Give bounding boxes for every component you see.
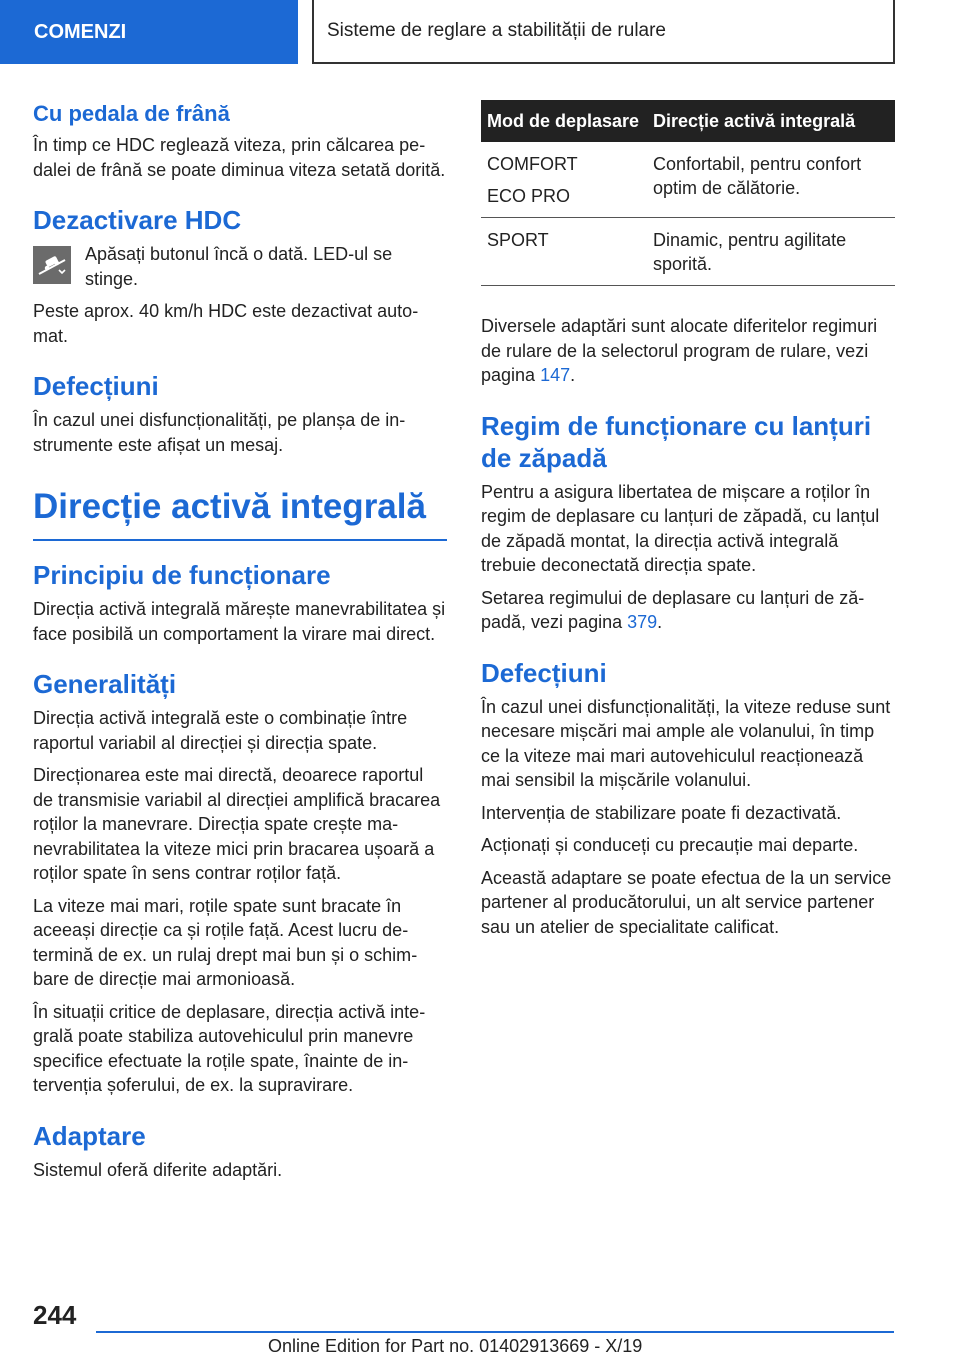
- page-number: 244: [33, 1300, 77, 1330]
- general-paragraph: Direcționarea este mai directă, deoarece raportul de transmisie variabil al direcției amplifică bracarea roților la manevrare. Direcția spate crește manevrabilitatea la viteze mici prin bracarea ușoară a roților spate în sens contrar roților față.: [33, 765, 441, 883]
- brake-pedal-text: În timp ce HDC reglează viteza, prin călcarea pedalei de frână se poate diminua viteza setată dorită.: [33, 135, 446, 180]
- table-row: [481, 142, 895, 218]
- faults-paragraph: În cazul unei disfuncționalități, la viteze reduse sunt necesare mișcări mai ample ale volanului, în timp ce la viteze mai mari autovehiculul reacționează mai sensibil la mișcările volanului.: [481, 696, 891, 790]
- faults-text-left: În cazul unei disfuncționalități, pe planșa de instrumente este afișat un mesaj.: [33, 410, 406, 455]
- table-cell-mode: [481, 218, 647, 286]
- adaptation-text: Sistemul oferă diferite adaptări.: [33, 1159, 283, 1180]
- table-header-row: [481, 100, 895, 142]
- adaptation-heading: Adaptare: [33, 1120, 146, 1151]
- chapter-tab[interactable]: [0, 0, 298, 64]
- principle-heading: Principiu de funcționare: [33, 560, 331, 590]
- faults-heading-left: Defecțiuni: [33, 371, 159, 401]
- snow-chains-text: Pentru a asigura libertatea de mișcare a roților în regim de deplasare cu lanțuri de zăpadă, cu lanțul de zăpadă montat, la direcția activă integrală trebuie deconectată direcția spate.: [481, 481, 880, 575]
- mode-name: ECO PRO: [487, 186, 571, 206]
- faults-heading-right: Defecțiuni: [481, 657, 607, 688]
- adaptations-text: Diversele adaptări sunt alocate diferitelor regimuri de rulare de la selectorul program de rulare, vezi pagina 147.: [481, 316, 878, 385]
- adaptations-sentence: Diversele adaptări sunt alocate diferitelor regimuri de rulare de la selectorul program de rulare, vezi pagina: [481, 316, 878, 385]
- principle-text: Direcția activă integrală mărește manevrabilitatea și face posibilă un comportament la virare mai direct.: [33, 599, 446, 644]
- faults-paragraph: Acționați și conduceți cu precauție mai departe.: [481, 835, 859, 855]
- page-link-379[interactable]: 379: [627, 612, 658, 632]
- brake-pedal-heading: Cu pedala de frână: [33, 101, 230, 126]
- deactivate-step: [33, 242, 447, 291]
- hill-descent-control-icon: [33, 246, 71, 284]
- left-column: [33, 100, 447, 1190]
- snow-chains-setting: Setarea regimului de deplasare cu lanțuri de zăpadă, vezi pagina 379.: [481, 587, 865, 632]
- table-cell-mode: [481, 142, 647, 218]
- deactivate-hdc-heading: Dezactivare HDC: [33, 205, 242, 235]
- general-paragraph: Direcția activă integrală este o combinație între raportul variabil al direcției și direcția spate.: [33, 708, 408, 753]
- deactivate-step-text: Apăsați butonul încă o dată. LED-ul se stinge.: [85, 244, 393, 289]
- table-row: [481, 218, 895, 286]
- mode-name: COMFORT: [487, 154, 578, 174]
- chapter-label: COMENZI: [34, 20, 127, 43]
- driving-modes-table: [481, 100, 895, 286]
- snow-chains-heading: Regim de funcționare cu lanțuri de zăpadă: [481, 410, 872, 473]
- general-paragraph: În situații critice de deplasare, direcția activă integrală poate stabiliza autovehiculul prin manevre specifice efectuate la roțile spate, înainte de intervenția șoferului, de ex. la supravirare.: [33, 1001, 426, 1095]
- right-column: [481, 100, 895, 947]
- table-cell-description: Dinamic, pentru agilitate sporită.: [647, 218, 895, 286]
- snow-chains-setting-sentence: Setarea regimului de deplasare cu lanțuri de zăpadă, vezi pagina: [481, 587, 865, 632]
- footer-edition: Online Edition for Part no. 01402913669 - X/19: [268, 1336, 643, 1356]
- chapter-title-block: [33, 485, 447, 541]
- chapter-title: Direcție activă integrală: [33, 487, 426, 526]
- section-header: [312, 0, 895, 64]
- table-header-steering: Direcție activă integrală: [647, 100, 895, 142]
- page-link-147[interactable]: 147: [540, 365, 571, 385]
- mode-name: SPORT: [487, 230, 549, 250]
- faults-paragraph: Intervenția de stabilizare poate fi dezactivată.: [481, 802, 842, 823]
- deactivate-note: Peste aprox. 40 km/h HDC este dezactivat automat.: [33, 301, 419, 346]
- section-title: Sisteme de reglare a stabilității de rulare: [327, 20, 667, 41]
- table-cell-description: Confortabil, pentru confort optim de călătorie.: [647, 142, 895, 218]
- general-heading: Generalități: [33, 669, 177, 699]
- faults-paragraph: Această adaptare se poate efectua de la un service partener al producătorului, un alt service partener sau un atelier de specialitate calificat.: [481, 867, 892, 937]
- footer-divider: [96, 1331, 894, 1333]
- table-header-mode: Mod de deplasare: [481, 100, 647, 142]
- general-paragraph: La viteze mai mari, roțile spate sunt bracate în aceeași direcție ca și roțile față. Acest lucru determină de ex. un rulaj drept mai bun și o schimbare de direcție mai armonioasă.: [33, 895, 418, 989]
